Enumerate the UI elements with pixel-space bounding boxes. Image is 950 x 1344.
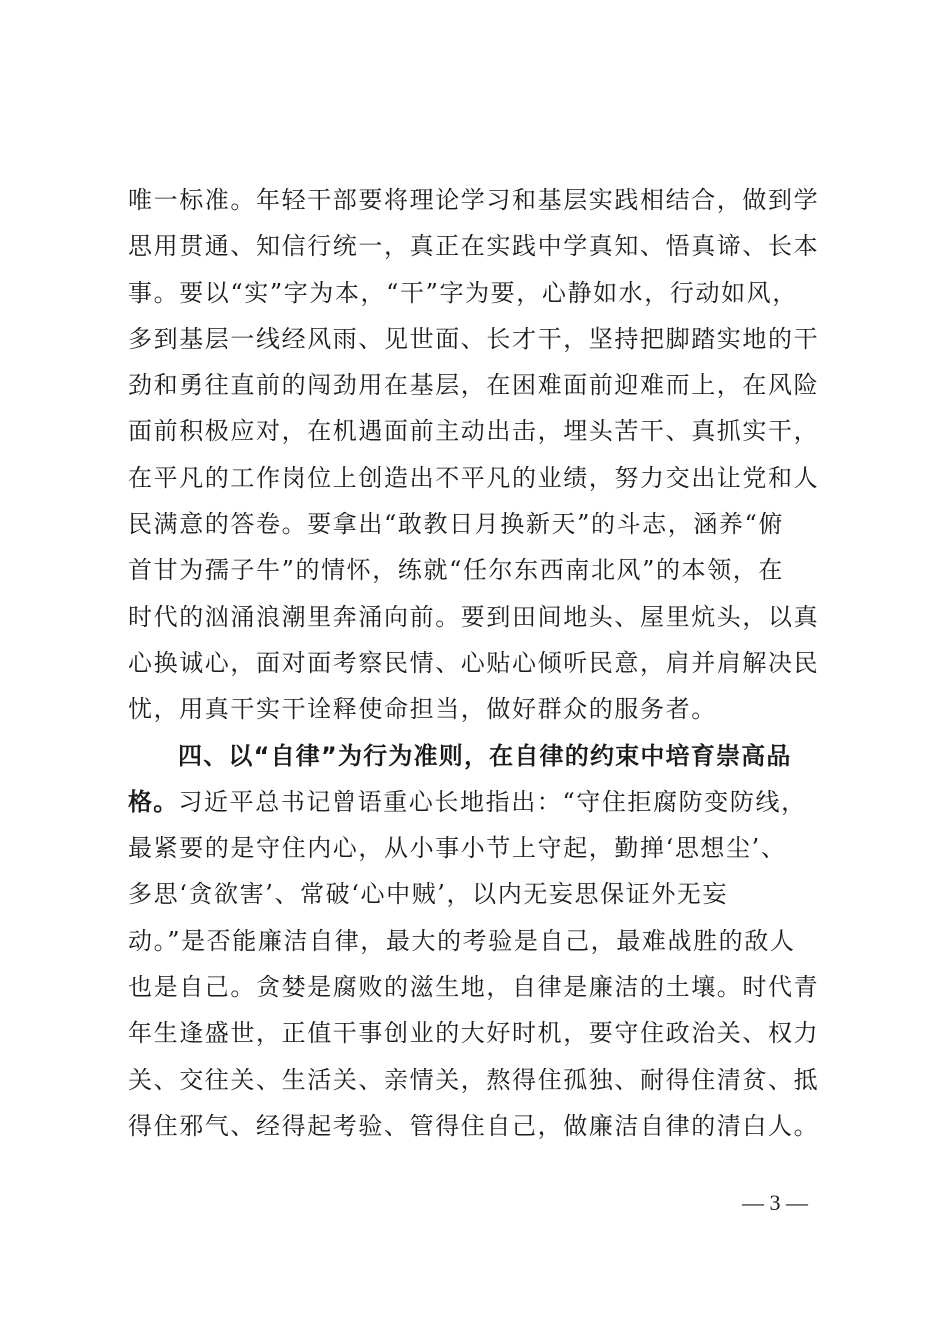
text-line: 思用贯通、知信行统一，真正在实践中学真知、悟真谛、长本 — [128, 232, 820, 261]
text-line: 事。要以“实”字为本，“干”字为要，心静如水，行动如风， — [128, 278, 798, 307]
text-line: 也是自己。贪婪是腐败的滋生地，自律是廉洁的土壤。时代青 — [128, 973, 820, 1002]
text-line: 得住邪气、经得起考验、管得住自己，做廉洁自律的清白人。 — [128, 1111, 820, 1140]
text-line: 忧，用真干实干诠释使命担当，做好群众的服务者。 — [128, 695, 717, 724]
quote-intro: 习近平总书记曾语重心长地指出：“守住拒腐防变防线， — [178, 787, 807, 816]
text-line: 首甘为孺子牛”的情怀，练就“任尔东西南北风”的本领，在 — [128, 556, 785, 585]
section-heading: 四、以“自律”为行为准则，在自律的约束中培育崇高品 — [178, 741, 792, 770]
text-line: 民满意的答卷。要拿出“敢教日月换新天”的斗志，涵养“俯 — [128, 510, 785, 539]
section-heading-end: 格。 — [128, 787, 179, 816]
body-text — [128, 177, 828, 1149]
text-line: 年生逢盛世，正值干事创业的大好时机，要守住政治关、权力 — [128, 1019, 820, 1048]
text-line: 劲和勇往直前的闯劲用在基层，在困难面前迎难而上，在风险 — [128, 371, 820, 400]
text-line: 动。”是否能廉洁自律，最大的考验是自己，最难战胜的敌人 — [128, 926, 796, 955]
text-line: 在平凡的工作岗位上创造出不平凡的业绩，努力交出让党和人 — [128, 463, 820, 492]
text-line: 多到基层一线经风雨、见世面、长才干，坚持把脚踏实地的干 — [128, 324, 820, 353]
text-line — [128, 779, 828, 825]
text-line: 面前积极应对，在机遇面前主动出击，埋头苦干、真抓实干， — [128, 417, 820, 446]
page-number: — 3 — — [742, 1190, 808, 1215]
text-line: 心换诚心，面对面考察民情、心贴心倾听民意，肩并肩解决民 — [128, 648, 820, 677]
text-line: 关、交往关、生活关、亲情关，熬得住孤独、耐得住清贫、抵 — [128, 1065, 820, 1094]
text-line: 唯一标准。年轻干部要将理论学习和基层实践相结合，做到学 — [128, 186, 820, 214]
text-line: 多思‘贪欲害’、常破‘心中贼’，以内无妄思保证外无妄 — [128, 880, 729, 909]
text-line: 时代的汹涌浪潮里奔涌向前。要到田间地头、屋里炕头，以真 — [128, 602, 820, 631]
text-line: 最紧要的是守住内心，从小事小节上守起，勤掸‘思想尘’、 — [128, 834, 787, 863]
